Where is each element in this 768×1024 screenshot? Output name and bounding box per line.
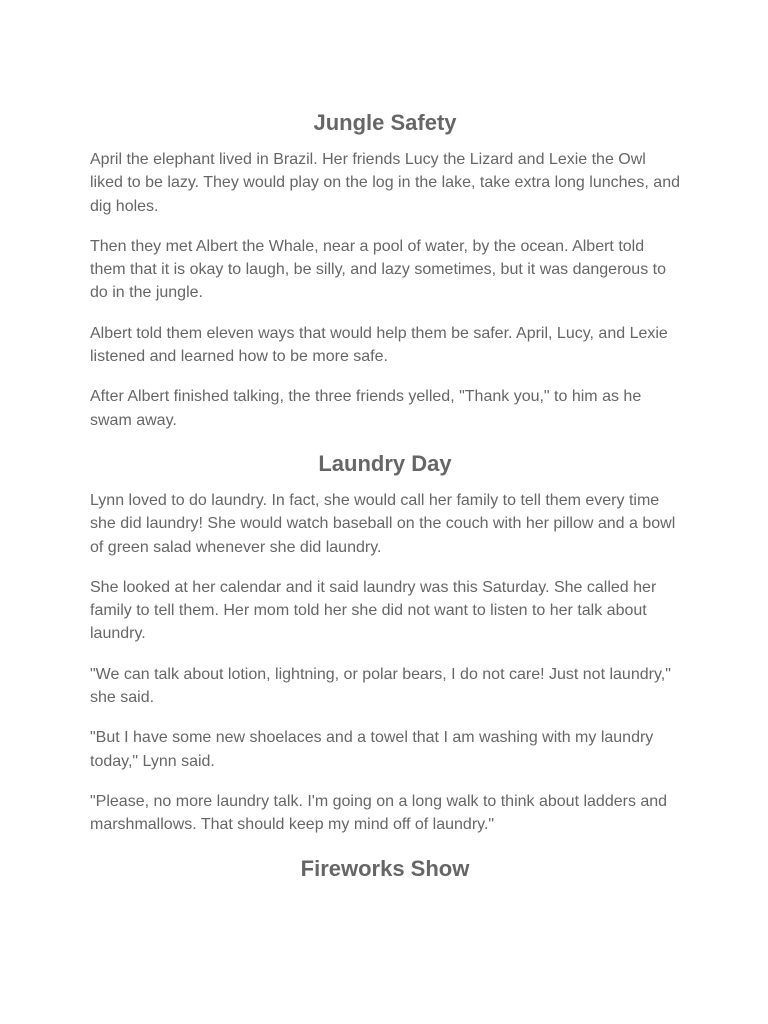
story-paragraph: "But I have some new shoelaces and a towel that I am washing with my laundry today," Lynn said. (90, 729, 654, 770)
story-paragraph: "Please, no more laundry talk. I'm going on a long walk to think about ladders and marshmallows. That should keep my mind off of laundry." (90, 792, 668, 834)
story-paragraph: She looked at her calendar and it said laundry was this Saturday. She called her family to tell them. Her mom told her she did not want to listen to her talk about laundry. (90, 578, 657, 643)
story-paragraph: Then they met Albert the Whale, near a pool of water, by the ocean. Albert told them that it is okay to laugh, be silly, and lazy sometimes, but it was dangerous to do in the jungle. (90, 237, 666, 302)
story-title: Jungle Safety (313, 110, 457, 135)
story-fireworks-show (90, 854, 680, 884)
story-paragraph: After Albert finished talking, the three friends yelled, "Thank you," to him as he swam away. (90, 388, 642, 429)
document-page (90, 108, 680, 894)
story-jungle-safety (90, 108, 680, 432)
story-paragraph: "We can talk about lotion, lightning, or polar bears, I do not care! Just not laundry," she said. (90, 665, 671, 707)
story-laundry-day (90, 449, 680, 837)
story-title: Laundry Day (318, 450, 452, 476)
story-title: Fireworks Show (300, 855, 470, 881)
story-paragraph: April the elephant lived in Brazil. Her friends Lucy the Lizard and Lexie the Owl liked to be lazy. They would play on the log in the lake, take extra long lunches, and dig holes. (90, 151, 680, 215)
story-paragraph: Albert told them eleven ways that would help them be safer. April, Lucy, and Lexie listened and learned how to be more safe. (90, 324, 668, 366)
story-paragraph: Lynn loved to do laundry. In fact, she would call her family to tell them every time she did laundry! She would watch baseball on the couch with her pillow and a bowl of green salad whenever she did laundry. (90, 491, 676, 556)
